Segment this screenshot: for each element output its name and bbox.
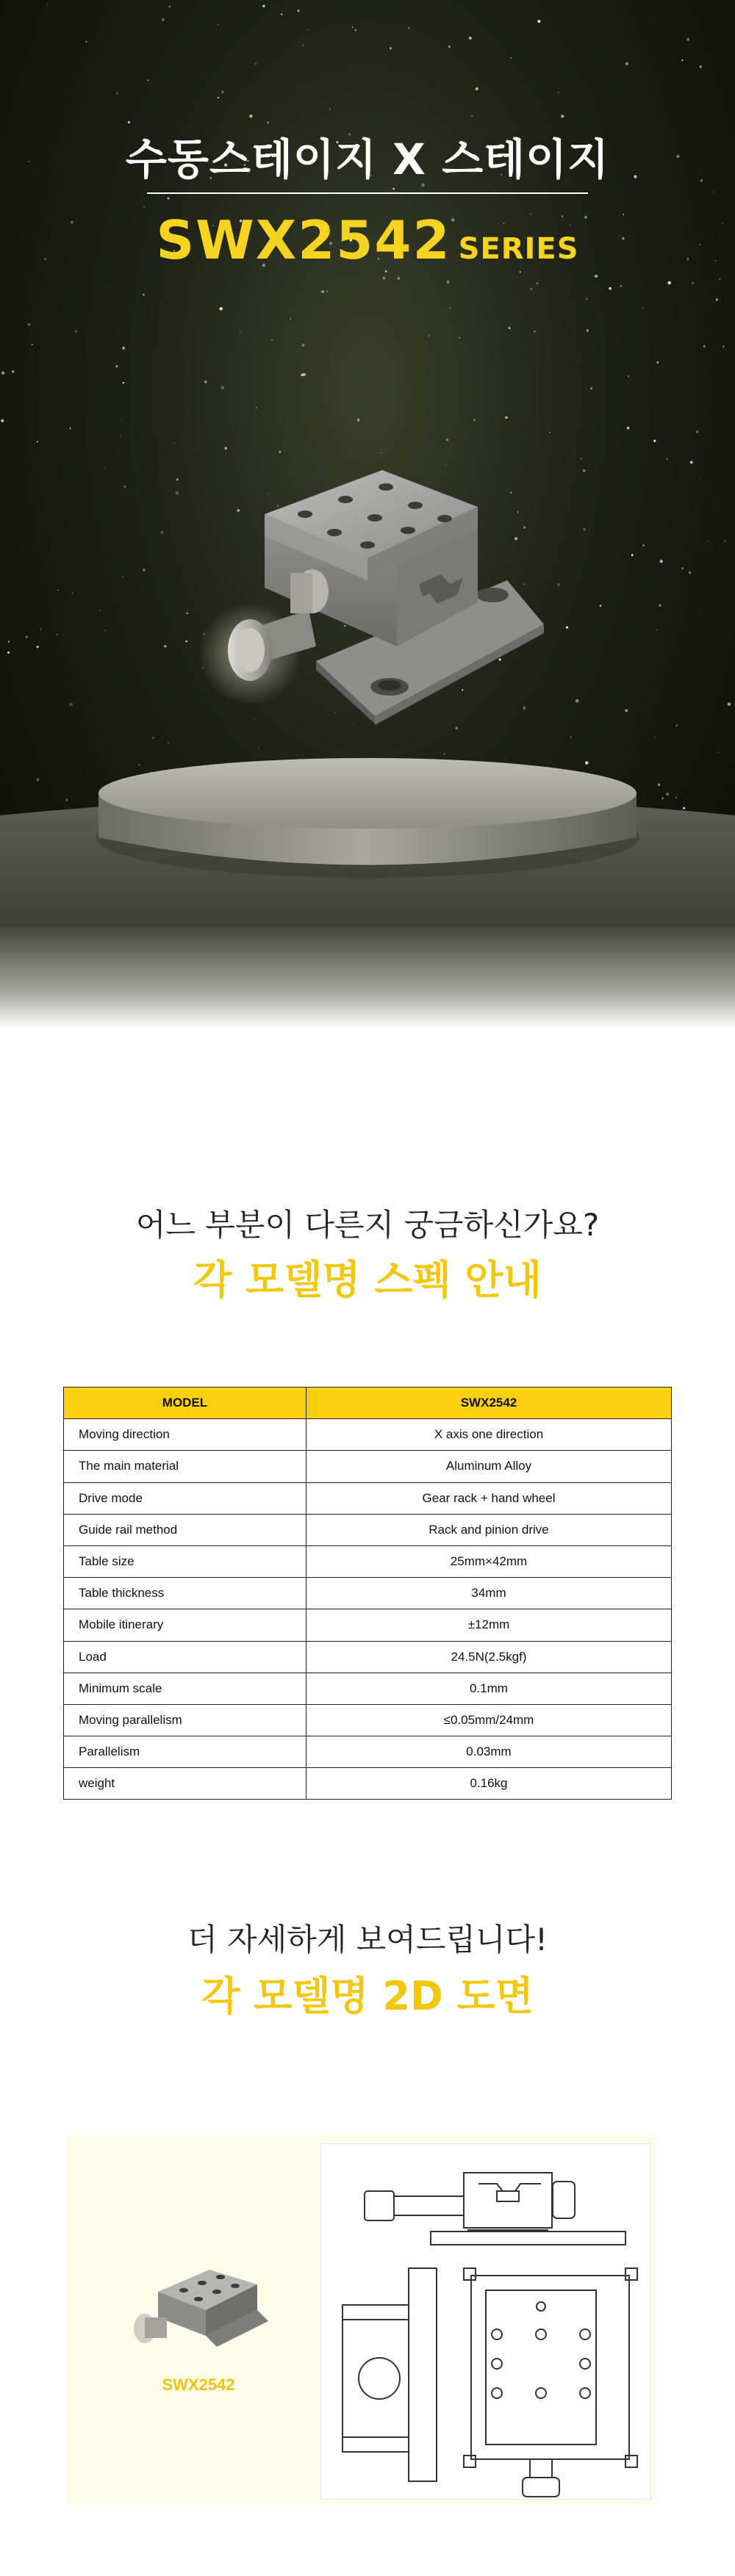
table-row bbox=[64, 1768, 672, 1800]
spec-value: 25mm×42mm bbox=[306, 1545, 672, 1577]
star-dot bbox=[700, 65, 702, 68]
star-dot bbox=[143, 283, 144, 284]
star-dot bbox=[476, 87, 478, 90]
star-dot bbox=[218, 24, 219, 26]
star-dot bbox=[148, 79, 149, 81]
star-dot bbox=[681, 59, 683, 61]
star-dot bbox=[536, 282, 538, 284]
star-dot bbox=[398, 277, 401, 280]
star-dot bbox=[249, 115, 252, 118]
stage-product-image bbox=[0, 411, 735, 1028]
star-dot bbox=[382, 276, 385, 279]
table-row bbox=[64, 1482, 672, 1514]
star-dot bbox=[392, 188, 395, 190]
star-dot bbox=[298, 10, 300, 12]
spec-label: Table size bbox=[64, 1545, 306, 1577]
star-dot bbox=[459, 337, 460, 339]
star-dot bbox=[46, 4, 48, 5]
spec-label: The main material bbox=[64, 1451, 306, 1482]
drawings-section-heading: 각 모델명 2D 도면 bbox=[201, 1973, 534, 2019]
star-dot bbox=[256, 407, 257, 408]
star-dot bbox=[446, 281, 449, 284]
star-dot bbox=[28, 323, 31, 326]
spec-value: Aluminum Alloy bbox=[306, 1451, 672, 1482]
star-dot bbox=[471, 115, 473, 117]
hero-divider bbox=[147, 192, 588, 194]
star-dot bbox=[143, 206, 145, 208]
star-dot bbox=[271, 339, 273, 341]
star-dot bbox=[116, 93, 118, 94]
star-dot bbox=[449, 307, 451, 309]
star-dot bbox=[321, 290, 324, 293]
star-dot bbox=[595, 275, 598, 278]
star-dot bbox=[281, 13, 282, 15]
star-dot bbox=[530, 288, 533, 291]
star-dot bbox=[75, 330, 77, 332]
star-dot bbox=[719, 278, 721, 280]
star-dot bbox=[255, 63, 257, 65]
star-dot bbox=[590, 387, 592, 389]
spec-label: Load bbox=[64, 1641, 306, 1673]
spec-table-header bbox=[64, 1388, 672, 1419]
star-dot bbox=[221, 386, 225, 389]
star-dot bbox=[122, 382, 124, 384]
star-dot bbox=[656, 361, 659, 364]
spec-section-heading: 각 모델명 스펙 안내 bbox=[193, 1257, 542, 1303]
spec-value: Gear rack + hand wheel bbox=[306, 1482, 672, 1514]
spec-label: Parallelism bbox=[64, 1736, 306, 1768]
star-dot bbox=[620, 285, 623, 287]
star-dot bbox=[686, 37, 689, 40]
star-dot bbox=[558, 92, 559, 93]
table-row bbox=[64, 1419, 672, 1451]
star-dot bbox=[537, 20, 540, 23]
series-suffix: SERIES bbox=[458, 232, 579, 266]
table-row bbox=[64, 1514, 672, 1545]
star-dot bbox=[628, 375, 629, 377]
spec-value: 0.03mm bbox=[306, 1736, 672, 1768]
spec-value: 0.16kg bbox=[306, 1768, 672, 1800]
star-dot bbox=[115, 365, 118, 367]
table-row bbox=[64, 1609, 672, 1641]
hero-series bbox=[0, 209, 735, 271]
star-dot bbox=[469, 37, 472, 40]
spec-intro-text: 어느 부분이 다른지 궁금하신가요? bbox=[135, 1207, 600, 1243]
spec-label: Mobile itinerary bbox=[64, 1609, 306, 1641]
star-dot bbox=[168, 197, 170, 199]
hero-title: 수동스테이지 X 스테이지 bbox=[125, 134, 610, 184]
star-dot bbox=[716, 299, 718, 301]
star-dot bbox=[352, 26, 354, 28]
spec-table bbox=[63, 1387, 672, 1800]
star-dot bbox=[510, 57, 512, 59]
table-row bbox=[64, 1673, 672, 1704]
spec-value: 34mm bbox=[306, 1578, 672, 1609]
spec-value: 0.1mm bbox=[306, 1673, 672, 1704]
table-row bbox=[64, 1736, 672, 1768]
star-dot bbox=[329, 109, 331, 110]
spec-value: ±12mm bbox=[306, 1609, 672, 1641]
star-dot bbox=[355, 29, 357, 32]
star-dot bbox=[667, 281, 671, 285]
star-dot bbox=[408, 27, 409, 29]
star-dot bbox=[692, 282, 694, 284]
star-dot bbox=[429, 335, 430, 336]
star-dot bbox=[168, 6, 171, 8]
spec-label: Moving direction bbox=[64, 1419, 306, 1451]
table-row bbox=[64, 1451, 672, 1482]
star-dot bbox=[123, 347, 125, 349]
star-dot bbox=[723, 346, 724, 347]
spec-value: 24.5N(2.5kgf) bbox=[306, 1641, 672, 1673]
spec-label: Table thickness bbox=[64, 1578, 306, 1609]
spec-label: Moving parallelism bbox=[64, 1704, 306, 1736]
star-dot bbox=[625, 62, 628, 65]
star-dot bbox=[162, 18, 165, 21]
star-dot bbox=[257, 346, 258, 347]
spec-label: Minimum scale bbox=[64, 1673, 306, 1704]
star-dot bbox=[520, 271, 521, 273]
star-dot bbox=[326, 291, 328, 292]
table-row bbox=[64, 1545, 672, 1577]
star-dot bbox=[128, 121, 130, 123]
table-row bbox=[64, 1641, 672, 1673]
table-row bbox=[64, 1704, 672, 1736]
star-dot bbox=[220, 307, 223, 310]
thumbnail-model-label: SWX2542 bbox=[162, 2375, 235, 2394]
spec-value: X axis one direction bbox=[306, 1419, 672, 1451]
spec-value: Rack and pinion drive bbox=[306, 1514, 672, 1545]
spec-label: Drive mode bbox=[64, 1482, 306, 1514]
star-dot bbox=[221, 91, 223, 93]
star-dot bbox=[703, 345, 706, 347]
drawings-intro-text: 더 자세하게 보여드립니다! bbox=[187, 1922, 548, 1958]
star-dot bbox=[302, 344, 305, 347]
star-dot bbox=[534, 331, 535, 332]
series-model-name: SWX2542 bbox=[156, 209, 451, 271]
star-dot bbox=[143, 294, 145, 296]
star-dot bbox=[448, 46, 451, 48]
star-dot bbox=[267, 121, 269, 123]
star-dot bbox=[1, 371, 5, 375]
star-dot bbox=[32, 344, 33, 345]
star-dot bbox=[609, 287, 612, 290]
star-dot bbox=[12, 370, 14, 372]
hero-banner bbox=[0, 0, 735, 1028]
header-model: MODEL bbox=[64, 1388, 306, 1419]
table-row bbox=[64, 1578, 672, 1609]
star-dot bbox=[509, 327, 511, 329]
star-dot bbox=[290, 318, 291, 320]
technical-drawing bbox=[320, 2143, 651, 2500]
header-model-value: SWX2542 bbox=[306, 1388, 672, 1419]
star-dot bbox=[307, 29, 308, 30]
spec-value: ≤0.05mm/24mm bbox=[306, 1704, 672, 1736]
spec-label: weight bbox=[64, 1768, 306, 1800]
star-dot bbox=[642, 308, 643, 309]
star-dot bbox=[390, 47, 392, 49]
star-dot bbox=[262, 5, 265, 7]
star-dot bbox=[86, 41, 87, 43]
star-dot bbox=[204, 380, 207, 383]
star-dot bbox=[303, 45, 304, 46]
product-thumbnail-image bbox=[129, 2248, 276, 2358]
star-dot bbox=[218, 97, 219, 98]
star-dot bbox=[303, 373, 306, 376]
spec-label: Guide rail method bbox=[64, 1514, 306, 1545]
star-dot bbox=[587, 330, 589, 332]
star-dot bbox=[586, 298, 587, 300]
star-dot bbox=[561, 115, 564, 118]
